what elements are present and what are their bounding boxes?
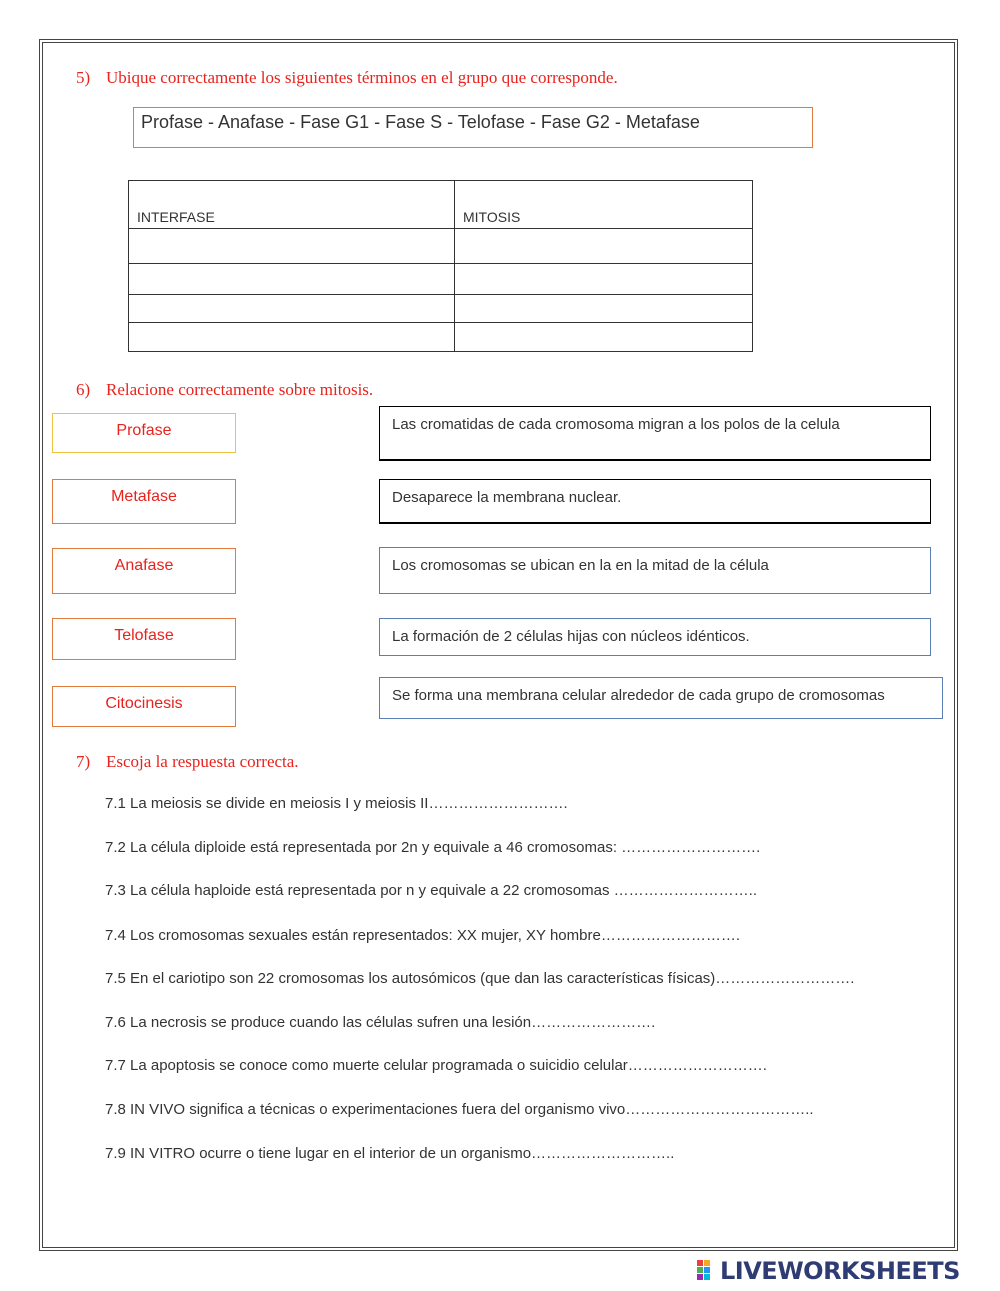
question-7-5[interactable]: 7.5 En el cariotipo son 22 cromosomas los autosómicos (que dan las características físicas)………………………. [105,970,855,987]
answer-cell-interfase-2[interactable] [129,264,455,295]
section-7-title [76,752,299,772]
section-6-heading: Relacione correctamente sobre mitosis. [106,380,374,399]
question-7-4[interactable]: 7.4 Los cromosomas sexuales están representados: XX mujer, XY hombre………………………. [105,927,740,944]
phase-box-profase[interactable]: Profase [52,413,236,453]
section-5-number: 5) [76,68,91,87]
question-7-9[interactable]: 7.9 IN VITRO ocurre o tiene lugar en el interior de un organismo……………………….. [105,1145,675,1162]
table-row [129,323,753,352]
question-7-2[interactable]: 7.2 La célula diploide está representada por 2n y equivale a 46 cromosomas: ………………………. [105,839,761,856]
liveworksheets-logo [697,1258,960,1284]
table-row [129,229,753,264]
question-7-1[interactable]: 7.1 La meiosis se divide en meiosis I y meiosis II………………………. [105,795,568,812]
answer-cell-interfase-1[interactable] [129,229,455,264]
question-7-6[interactable]: 7.6 La necrosis se produce cuando las células sufren una lesión……………………. [105,1014,656,1031]
answer-cell-mitosis-4[interactable] [455,323,753,352]
section-5-heading: Ubique correctamente los siguientes términos en el grupo que corresponde. [106,68,618,87]
description-box-4[interactable]: La formación de 2 células hijas con núcleos idénticos. [379,618,931,656]
table-row [129,295,753,323]
header-mitosis: MITOSIS [455,181,753,229]
section-7-number: 7) [76,752,91,771]
table-header-row [129,181,753,229]
description-box-3[interactable]: Los cromosomas se ubican en la en la mitad de la célula [379,547,931,594]
answer-cell-interfase-3[interactable] [129,295,455,323]
terms-box: Profase - Anafase - Fase G1 - Fase S - Telofase - Fase G2 - Metafase [133,107,813,148]
section-5-title [76,68,618,88]
description-box-1[interactable]: Las cromatidas de cada cromosoma migran a los polos de la celula [379,406,931,461]
phase-box-metafase[interactable]: Metafase [52,479,236,524]
answer-cell-mitosis-2[interactable] [455,264,753,295]
question-7-8[interactable]: 7.8 IN VIVO significa a técnicas o experimentaciones fuera del organismo vivo……………………………….. [105,1101,814,1118]
answer-cell-mitosis-1[interactable] [455,229,753,264]
classification-table [128,180,753,352]
phase-box-citocinesis[interactable]: Citocinesis [52,686,236,727]
liveworksheets-logo-text: LIVEWORKSHEETS [720,1257,960,1285]
description-box-2[interactable]: Desaparece la membrana nuclear. [379,479,931,524]
liveworksheets-logo-icon [697,1260,717,1282]
question-7-3[interactable]: 7.3 La célula haploide está representada por n y equivale a 22 cromosomas ……………………….. [105,882,757,899]
phase-box-telofase[interactable]: Telofase [52,618,236,660]
description-box-5[interactable]: Se forma una membrana celular alrededor de cada grupo de cromosomas [379,677,943,719]
table-row [129,264,753,295]
answer-cell-mitosis-3[interactable] [455,295,753,323]
question-7-7[interactable]: 7.7 La apoptosis se conoce como muerte celular programada o suicidio celular………………………. [105,1057,767,1074]
header-interfase: INTERFASE [129,181,455,229]
answer-cell-interfase-4[interactable] [129,323,455,352]
section-7-heading: Escoja la respuesta correcta. [106,752,299,771]
phase-box-anafase[interactable]: Anafase [52,548,236,594]
section-6-title [76,380,373,400]
section-6-number: 6) [76,380,91,399]
